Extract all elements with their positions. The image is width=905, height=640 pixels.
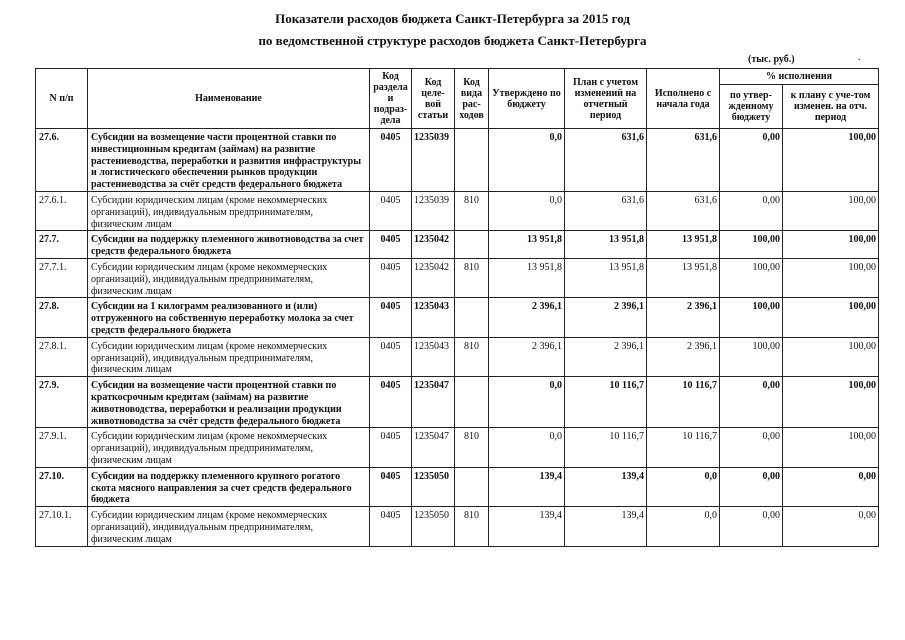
cell-pct-plan: 100,00 — [783, 258, 879, 297]
cell-section-code: 0405 — [370, 428, 412, 467]
cell-type-code: 810 — [455, 258, 489, 297]
cell-executed: 631,6 — [647, 191, 720, 230]
cell-executed: 0,0 — [647, 467, 720, 506]
units-label: (тыс. руб.) — [748, 54, 795, 65]
cell-section-code: 0405 — [370, 298, 412, 337]
cell-approved: 0,0 — [489, 377, 565, 428]
cell-executed: 2 396,1 — [647, 337, 720, 376]
cell-no: 27.6. — [36, 129, 88, 192]
cell-type-code: 810 — [455, 191, 489, 230]
cell-pct-plan: 0,00 — [783, 507, 879, 546]
cell-name: Субсидии на поддержку племенного крупного рогатого скота мясного направления за счет средств федерального бюджета — [88, 467, 370, 506]
cell-article-code: 1235047 — [412, 377, 455, 428]
cell-article-code: 1235042 — [412, 258, 455, 297]
header-pct-group: % исполнения — [720, 69, 879, 85]
cell-type-code: 810 — [455, 507, 489, 546]
cell-section-code: 0405 — [370, 337, 412, 376]
cell-executed: 13 951,8 — [647, 231, 720, 259]
header-type-code: Код вида рас-ходов — [455, 69, 489, 129]
cell-pct-approved: 0,00 — [720, 129, 783, 192]
units-mark: . — [858, 52, 861, 63]
header-no: N п/п — [36, 69, 88, 129]
cell-pct-plan: 0,00 — [783, 467, 879, 506]
cell-article-code: 1235039 — [412, 129, 455, 192]
cell-section-code: 0405 — [370, 467, 412, 506]
cell-no: 27.7. — [36, 231, 88, 259]
cell-type-code — [455, 377, 489, 428]
header-name: Наименование — [88, 69, 370, 129]
cell-approved: 13 951,8 — [489, 231, 565, 259]
cell-approved: 2 396,1 — [489, 337, 565, 376]
cell-section-code: 0405 — [370, 507, 412, 546]
cell-no: 27.6.1. — [36, 191, 88, 230]
header-pct-approved: по утвер-жденному бюджету — [720, 85, 783, 129]
cell-pct-approved: 0,00 — [720, 377, 783, 428]
cell-no: 27.7.1. — [36, 258, 88, 297]
cell-pct-approved: 0,00 — [720, 191, 783, 230]
cell-name: Субсидии юридическим лицам (кроме некоммерческих организаций), индивидуальным предпринимателям, физическим лицам — [88, 191, 370, 230]
cell-no: 27.8. — [36, 298, 88, 337]
cell-executed: 10 116,7 — [647, 428, 720, 467]
cell-section-code: 0405 — [370, 258, 412, 297]
table-row — [36, 129, 879, 192]
table-row — [36, 337, 879, 376]
cell-plan: 631,6 — [565, 191, 647, 230]
header-section-code: Код раздела и подраз-дела — [370, 69, 412, 129]
cell-plan: 10 116,7 — [565, 377, 647, 428]
cell-type-code — [455, 467, 489, 506]
cell-section-code: 0405 — [370, 191, 412, 230]
table-row — [36, 377, 879, 428]
cell-article-code: 1235047 — [412, 428, 455, 467]
cell-pct-approved: 100,00 — [720, 258, 783, 297]
cell-plan: 13 951,8 — [565, 231, 647, 259]
cell-article-code: 1235043 — [412, 298, 455, 337]
cell-no: 27.10. — [36, 467, 88, 506]
cell-article-code: 1235043 — [412, 337, 455, 376]
table-row — [36, 467, 879, 506]
cell-executed: 2 396,1 — [647, 298, 720, 337]
cell-type-code: 810 — [455, 428, 489, 467]
cell-pct-plan: 100,00 — [783, 377, 879, 428]
header-article-code: Код целе-вой статьи — [412, 69, 455, 129]
table-row — [36, 428, 879, 467]
cell-section-code: 0405 — [370, 377, 412, 428]
cell-no: 27.9.1. — [36, 428, 88, 467]
cell-article-code: 1235050 — [412, 467, 455, 506]
cell-approved: 2 396,1 — [489, 298, 565, 337]
cell-pct-plan: 100,00 — [783, 191, 879, 230]
cell-pct-plan: 100,00 — [783, 428, 879, 467]
cell-executed: 631,6 — [647, 129, 720, 192]
cell-pct-plan: 100,00 — [783, 337, 879, 376]
cell-name: Субсидии на поддержку племенного животноводства за счет средств федерального бюджета — [88, 231, 370, 259]
cell-executed: 10 116,7 — [647, 377, 720, 428]
table-body — [36, 129, 879, 547]
cell-pct-plan: 100,00 — [783, 298, 879, 337]
cell-approved: 0,0 — [489, 129, 565, 192]
cell-pct-approved: 0,00 — [720, 467, 783, 506]
header-pct-plan: к плану с уче-том изменен. на отч. период — [783, 85, 879, 129]
cell-type-code — [455, 231, 489, 259]
cell-name: Субсидии юридическим лицам (кроме некоммерческих организаций), индивидуальным предпринимателям, физическим лицам — [88, 428, 370, 467]
table-row — [36, 231, 879, 259]
cell-type-code — [455, 298, 489, 337]
cell-plan: 2 396,1 — [565, 337, 647, 376]
cell-article-code: 1235042 — [412, 231, 455, 259]
report-subtitle: по ведомственной структуре расходов бюджета Санкт-Петербурга — [258, 33, 647, 48]
cell-approved: 139,4 — [489, 467, 565, 506]
table-row — [36, 298, 879, 337]
cell-pct-approved: 100,00 — [720, 337, 783, 376]
cell-article-code: 1235050 — [412, 507, 455, 546]
cell-section-code: 0405 — [370, 129, 412, 192]
cell-plan: 2 396,1 — [565, 298, 647, 337]
cell-plan: 139,4 — [565, 507, 647, 546]
cell-approved: 0,0 — [489, 428, 565, 467]
cell-name: Субсидии юридическим лицам (кроме некоммерческих организаций), индивидуальным предпринимателям, физическим лицам — [88, 337, 370, 376]
cell-approved: 139,4 — [489, 507, 565, 546]
cell-pct-approved: 100,00 — [720, 298, 783, 337]
cell-pct-approved: 100,00 — [720, 231, 783, 259]
cell-no: 27.8.1. — [36, 337, 88, 376]
cell-pct-plan: 100,00 — [783, 231, 879, 259]
table-row — [36, 191, 879, 230]
cell-name: Субсидии юридическим лицам (кроме некоммерческих организаций), индивидуальным предпринимателям, физическим лицам — [88, 258, 370, 297]
cell-type-code: 810 — [455, 337, 489, 376]
report-title: Показатели расходов бюджета Санкт-Петербурга за 2015 год — [275, 11, 630, 26]
cell-section-code: 0405 — [370, 231, 412, 259]
cell-pct-approved: 0,00 — [720, 428, 783, 467]
budget-table — [35, 68, 879, 547]
cell-name: Субсидии на возмещение части процентной ставки по краткосрочным кредитам (займам) на развитие животноводства, переработки и реализации продукции животноводства за счёт средств федерального бюджета — [88, 377, 370, 428]
cell-plan: 631,6 — [565, 129, 647, 192]
cell-no: 27.10.1. — [36, 507, 88, 546]
cell-no: 27.9. — [36, 377, 88, 428]
cell-name: Субсидии на возмещение части процентной ставки по инвестиционным кредитам (займам) на развитие растениеводства, переработки и развития инфраструктуры и логистического обеспечения рынков продукции растениеводства за счёт средств федерального бюджета — [88, 129, 370, 192]
cell-plan: 139,4 — [565, 467, 647, 506]
cell-plan: 10 116,7 — [565, 428, 647, 467]
cell-plan: 13 951,8 — [565, 258, 647, 297]
table-row — [36, 258, 879, 297]
cell-name: Субсидии на 1 килограмм реализованного и (или) отгруженного на собственную переработку молока за счет средств федерального бюджета — [88, 298, 370, 337]
cell-type-code — [455, 129, 489, 192]
cell-executed: 0,0 — [647, 507, 720, 546]
header-executed: Исполнено с начала года — [647, 69, 720, 129]
table-row — [36, 507, 879, 546]
header-approved: Утверждено по бюджету — [489, 69, 565, 129]
cell-name: Субсидии юридическим лицам (кроме некоммерческих организаций), индивидуальным предпринимателям, физическим лицам — [88, 507, 370, 546]
cell-executed: 13 951,8 — [647, 258, 720, 297]
header-plan: План с учетом изменений на отчетный период — [565, 69, 647, 129]
cell-approved: 0,0 — [489, 191, 565, 230]
cell-pct-plan: 100,00 — [783, 129, 879, 192]
cell-article-code: 1235039 — [412, 191, 455, 230]
cell-pct-approved: 0,00 — [720, 507, 783, 546]
cell-approved: 13 951,8 — [489, 258, 565, 297]
